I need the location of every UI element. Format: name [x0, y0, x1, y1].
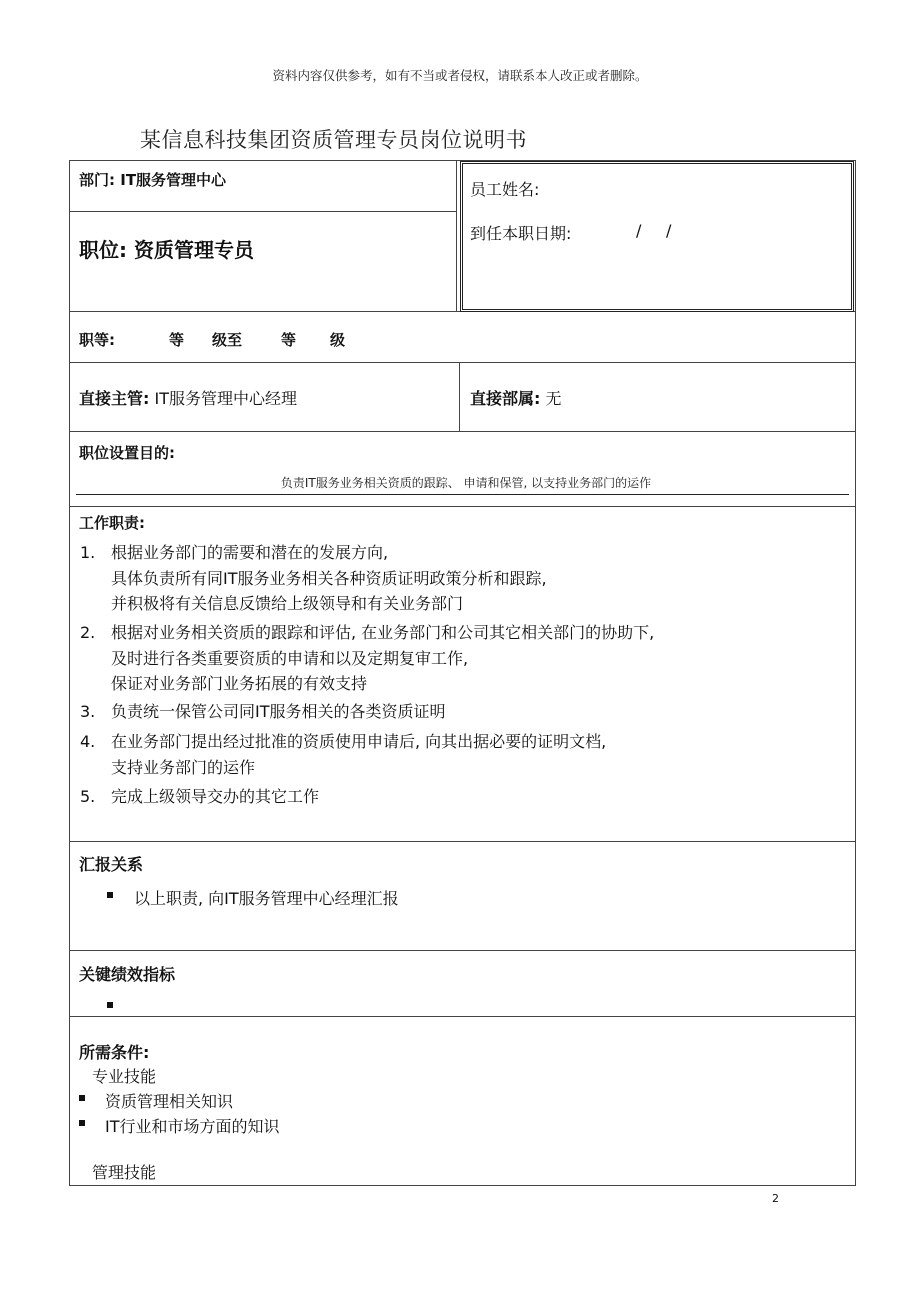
- duty-line: 根据对业务相关资质的跟踪和评估, 在业务部门和公司其它相关部门的协助下,: [111, 623, 655, 642]
- reporting-label: 汇报关系: [79, 855, 144, 874]
- purpose-text: 负责IT服务业务相关资质的跟踪、 申请和保管, 以支持业务部门的运作: [280, 476, 652, 490]
- duty-line: 根据业务部门的需要和潜在的发展方向,: [111, 543, 389, 562]
- kpi-label: 关键绩效指标: [79, 965, 176, 984]
- duty-item-5: 5. 完成上级领导交办的其它工作: [80, 784, 319, 810]
- start-date-separator-1: /: [636, 221, 642, 240]
- grade-word-2: 级至: [212, 331, 243, 349]
- duty-line: 保证对业务部门业务拓展的有效支持: [111, 674, 368, 693]
- professional-skill-item: 资质管理相关知识: [105, 1092, 234, 1111]
- position-field: [79, 234, 254, 263]
- page-number: 2: [772, 1192, 779, 1205]
- start-date-separator-2: /: [666, 221, 672, 240]
- grade-word-3: 等: [281, 331, 297, 349]
- duties-label: 工作职责:: [79, 514, 145, 532]
- duty-item-2: 2. 根据对业务相关资质的跟踪和评估, 在业务部门和公司其它相关部门的协助下, 及时进行各类重要资质的申请和以及定期复审工作, 保证对业务部门业务拓展的有效支持: [80, 620, 654, 697]
- document-title: 某信息科技集团资质管理专员岗位说明书: [140, 128, 527, 152]
- duty-item-4: 4. 在业务部门提出经过批准的资质使用申请后, 向其出据必要的证明文档, 支持业务部门的运作: [80, 729, 606, 780]
- duty-line: 具体负责所有同IT服务业务相关各种资质证明政策分析和跟踪,: [111, 568, 547, 588]
- employee-name-label: 员工姓名:: [470, 180, 540, 199]
- position-label: 职位:: [79, 238, 127, 262]
- professional-skills-label: 专业技能: [92, 1067, 157, 1086]
- bullet-icon: [79, 1095, 85, 1101]
- duty-line: 在业务部门提出经过批准的资质使用申请后, 向其出据必要的证明文档,: [111, 732, 607, 751]
- duty-line: 负责统一保管公司同IT服务相关的各类资质证明: [111, 702, 446, 721]
- supervisor-value: IT服务管理中心经理: [154, 389, 297, 408]
- grade-word-4: 级: [330, 331, 346, 349]
- duty-item-1: 1. 根据业务部门的需要和潜在的发展方向, 具体负责所有同IT服务业务相关各种资质证明政策分析和跟踪, 并积极将有关信息反馈给上级领导和有关业务部门: [80, 540, 547, 617]
- requirements-label: 所需条件:: [79, 1043, 150, 1062]
- purpose-label: 职位设置目的:: [79, 444, 175, 462]
- bullet-icon: [107, 892, 113, 898]
- department-value: IT服务管理中心: [120, 171, 227, 189]
- bullet-icon: [79, 1120, 85, 1126]
- professional-skill-item: IT行业和市场方面的知识: [105, 1117, 280, 1136]
- bullet-icon: [107, 1002, 113, 1008]
- reporting-item: 以上职责, 向IT服务管理中心经理汇报: [134, 889, 399, 908]
- duty-line: 及时进行各类重要资质的申请和以及定期复审工作,: [111, 648, 469, 668]
- management-skills-label: 管理技能: [92, 1163, 157, 1182]
- disclaimer-notice: 资料内容仅供参考，如有不当或者侵权，请联系本人改正或者删除。: [272, 68, 648, 83]
- duty-line: 支持业务部门的运作: [111, 757, 256, 777]
- department-label: 部门:: [79, 171, 115, 189]
- start-date-label: 到任本职日期:: [470, 224, 572, 243]
- subordinate-field: [470, 386, 562, 409]
- duty-item-3: 3. 负责统一保管公司同IT服务相关的各类资质证明: [80, 699, 446, 725]
- supervisor-field: [79, 386, 297, 409]
- department-field: [79, 169, 226, 190]
- grade-label: 职等:: [79, 331, 115, 349]
- position-value: 资质管理专员: [133, 238, 254, 262]
- grade-word-1: 等: [169, 331, 185, 349]
- subordinate-label: 直接部属:: [470, 389, 541, 408]
- duty-line: 完成上级领导交办的其它工作: [111, 787, 320, 806]
- supervisor-label: 直接主管:: [79, 389, 150, 408]
- subordinate-value: 无: [545, 389, 562, 408]
- duty-line: 并积极将有关信息反馈给上级领导和有关业务部门: [111, 594, 464, 613]
